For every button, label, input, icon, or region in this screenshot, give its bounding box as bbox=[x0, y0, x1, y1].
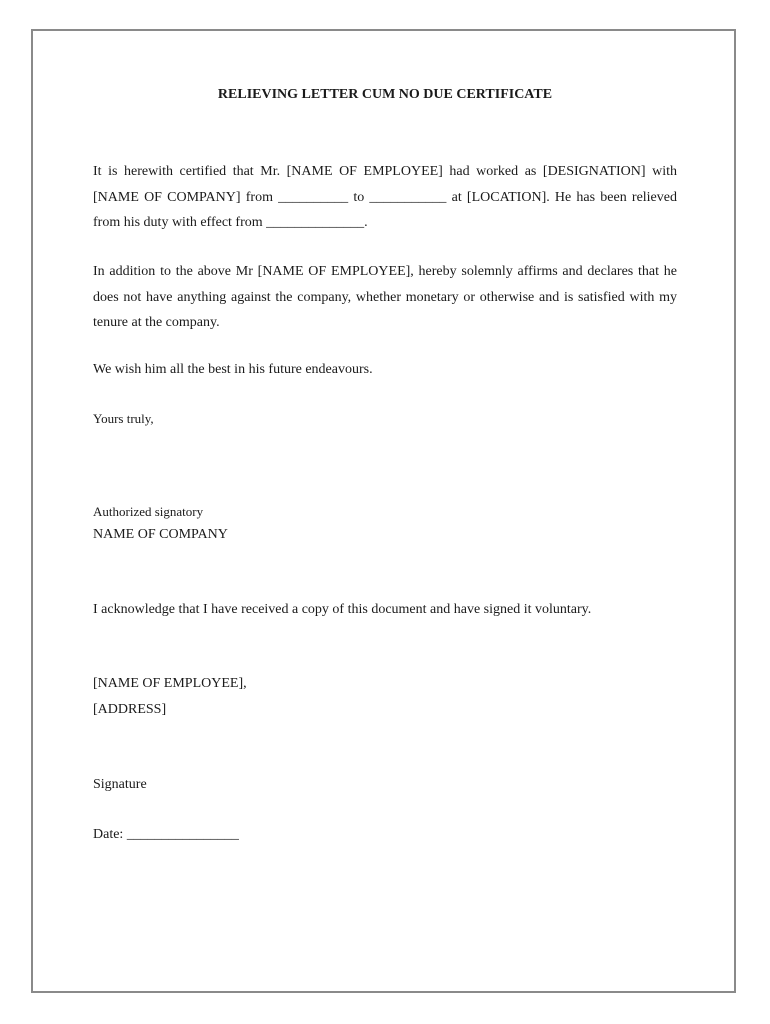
acknowledgement-statement: I acknowledge that I have received a copy of this document and have signed it voluntary. bbox=[93, 602, 592, 617]
employee-address: [ADDRESS] bbox=[93, 702, 167, 717]
authorized-signatory-label: Authorized signatory bbox=[93, 504, 204, 519]
date-field-label: Date: ________________ bbox=[93, 827, 239, 842]
certification-paragraph: It is herewith certified that Mr. [NAME OF EMPLOYEE] had worked as [DESIGNATION] with [NAME OF COMPANY] from __________ to ___________ at [LOCATION]. He has been relieved from his duty with effect from ______________. bbox=[93, 164, 677, 230]
signature-label: Signature bbox=[93, 777, 147, 792]
wishes-paragraph: We wish him all the best in his future endeavours. bbox=[93, 362, 373, 377]
declaration-paragraph: In addition to the above Mr [NAME OF EMPLOYEE], hereby solemnly affirms and declares that he does not have anything against the company, whether monetary or otherwise and is satisfied with my tenure at the company. bbox=[93, 264, 677, 330]
document-title: RELIEVING LETTER CUM NO DUE CERTIFICATE bbox=[217, 87, 553, 102]
employee-name: [NAME OF EMPLOYEE], bbox=[93, 676, 247, 691]
company-name-label: NAME OF COMPANY bbox=[93, 527, 228, 542]
closing-salutation: Yours truly, bbox=[93, 411, 154, 426]
